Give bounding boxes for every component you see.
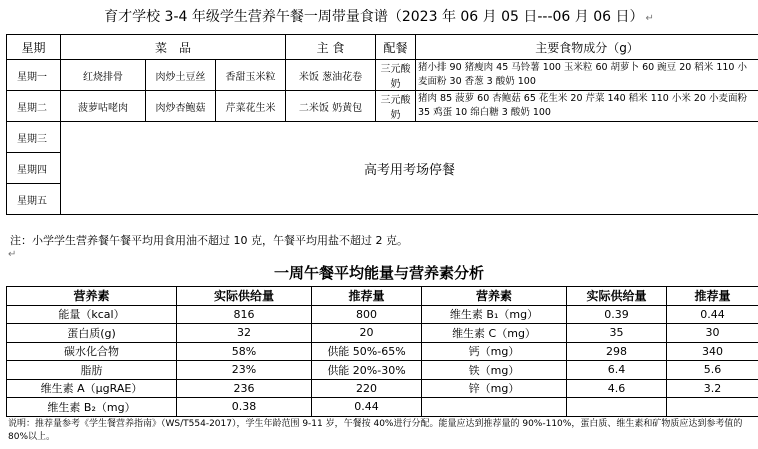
staple-cell: 二米饭 奶黄包 (286, 91, 376, 122)
nutrients-cell: 猪小排 90 猪瘦肉 45 马铃薯 100 玉米粒 60 胡萝卜 60 豌豆 20 稻米 110 小麦面粉 30 香葱 3 酸奶 100 (416, 60, 758, 91)
closed-notice: 高考用考场停餐 (61, 122, 758, 215)
actual-value: 0.38 (177, 398, 312, 417)
menu-row-wednesday (7, 122, 758, 153)
nutrient-name: 维生素 A（μgRAE） (7, 379, 177, 398)
nutrients-cell: 猪肉 85 菠萝 60 杏鲍菇 65 花生米 20 芹菜 140 稻米 110 小米 20 小麦面粉 35 鸡蛋 10 绵白糖 3 酸奶 100 (416, 91, 758, 122)
side-cell: 三元酸奶 (376, 60, 416, 91)
recommended-value: 340 (667, 342, 758, 361)
nutrient-name: 蛋白质(g) (7, 324, 177, 343)
recommended-value: 0.44 (312, 398, 422, 417)
recommended-value: 供能 50%-65% (312, 342, 422, 361)
actual-value (567, 398, 667, 417)
nutrient-name: 碳水化合物 (7, 342, 177, 361)
actual-value: 32 (177, 324, 312, 343)
table-row (7, 361, 758, 380)
day-cell: 星期二 (7, 91, 61, 122)
actual-value: 23% (177, 361, 312, 380)
header-staple: 主 食 (286, 35, 376, 60)
staple-cell: 米饭 葱油花卷 (286, 60, 376, 91)
table-row (7, 398, 758, 417)
table-row (7, 324, 758, 343)
actual-value: 4.6 (567, 379, 667, 398)
header-day: 星期 (7, 35, 61, 60)
nutrient-name: 能量（kcal） (7, 305, 177, 324)
nutrient-name (422, 398, 567, 417)
nutrition-header-row (7, 287, 758, 306)
explanation-note: 说明：推荐量参考《学生餐营养指南》（WS/T554-2017），学生年龄范围 9-11 岁，午餐按 40%进行分配。能量应达到推荐量的 90%-110%，蛋白质、维生素和矿物质应达到参考值的 80%以上。 (8, 419, 743, 442)
recommended-value: 5.6 (667, 361, 758, 380)
header-actual: 实际供给量 (177, 287, 312, 306)
day-cell: 星期五 (7, 184, 61, 215)
oil-salt-note: 注：小学学生营养餐午餐平均用食用油不超过 10 克，午餐平均用盐不超过 2 克。 (10, 234, 408, 247)
menu-row-tuesday (7, 91, 758, 122)
analysis-title: 一周午餐平均能量与营养素分析 (273, 264, 484, 282)
actual-value: 816 (177, 305, 312, 324)
actual-value: 6.4 (567, 361, 667, 380)
recommended-value: 供能 20%-30% (312, 361, 422, 380)
header-nutrient: 营养素 (7, 287, 177, 306)
recommended-value: 800 (312, 305, 422, 324)
nutrient-name: 维生素 B₁（mg） (422, 305, 567, 324)
header-recommended: 推荐量 (667, 287, 758, 306)
header-recommended: 推荐量 (312, 287, 422, 306)
dish-cell: 红烧排骨 (61, 60, 146, 91)
side-cell: 三元酸奶 (376, 91, 416, 122)
nutrient-name: 维生素 B₂（mg） (7, 398, 177, 417)
header-nutrients: 主要食物成分（g） (416, 35, 758, 60)
actual-value: 0.39 (567, 305, 667, 324)
day-cell: 星期一 (7, 60, 61, 91)
header-nutrient: 营养素 (422, 287, 567, 306)
page-title: 育才学校 3-4 年级学生营养午餐一周带量食谱（2023 年 06 月 05 日---06 月 06 日） ↵ (104, 9, 654, 25)
nutrition-table (6, 286, 758, 417)
recommended-value: 30 (667, 324, 758, 343)
paragraph-mark: ↵ (8, 249, 17, 260)
actual-value: 236 (177, 379, 312, 398)
menu-header-row (7, 35, 758, 60)
header-actual: 实际供给量 (567, 287, 667, 306)
actual-value: 298 (567, 342, 667, 361)
recommended-value (667, 398, 758, 417)
recommended-value: 20 (312, 324, 422, 343)
nutrient-name: 钙（mg） (422, 342, 567, 361)
header-side: 配餐 (376, 35, 416, 60)
nutrient-name: 铁（mg） (422, 361, 567, 380)
menu-table (6, 34, 758, 215)
recommended-value: 220 (312, 379, 422, 398)
dish-cell: 香甜玉米粒 (216, 60, 286, 91)
nutrient-name: 锌（mg） (422, 379, 567, 398)
actual-value: 35 (567, 324, 667, 343)
actual-value: 58% (177, 342, 312, 361)
table-row (7, 342, 758, 361)
table-row (7, 379, 758, 398)
nutrient-name: 维生素 C（mg） (422, 324, 567, 343)
nutrient-name: 脂肪 (7, 361, 177, 380)
day-cell: 星期三 (7, 122, 61, 153)
table-row (7, 305, 758, 324)
header-dishes: 菜 品 (61, 35, 286, 60)
dish-cell: 肉炒土豆丝 (146, 60, 216, 91)
menu-row-monday (7, 60, 758, 91)
recommended-value: 3.2 (667, 379, 758, 398)
dish-cell: 芹菜花生米 (216, 91, 286, 122)
day-cell: 星期四 (7, 153, 61, 184)
recommended-value: 0.44 (667, 305, 758, 324)
dish-cell: 肉炒杏鲍菇 (146, 91, 216, 122)
dish-cell: 菠萝咕咾肉 (61, 91, 146, 122)
